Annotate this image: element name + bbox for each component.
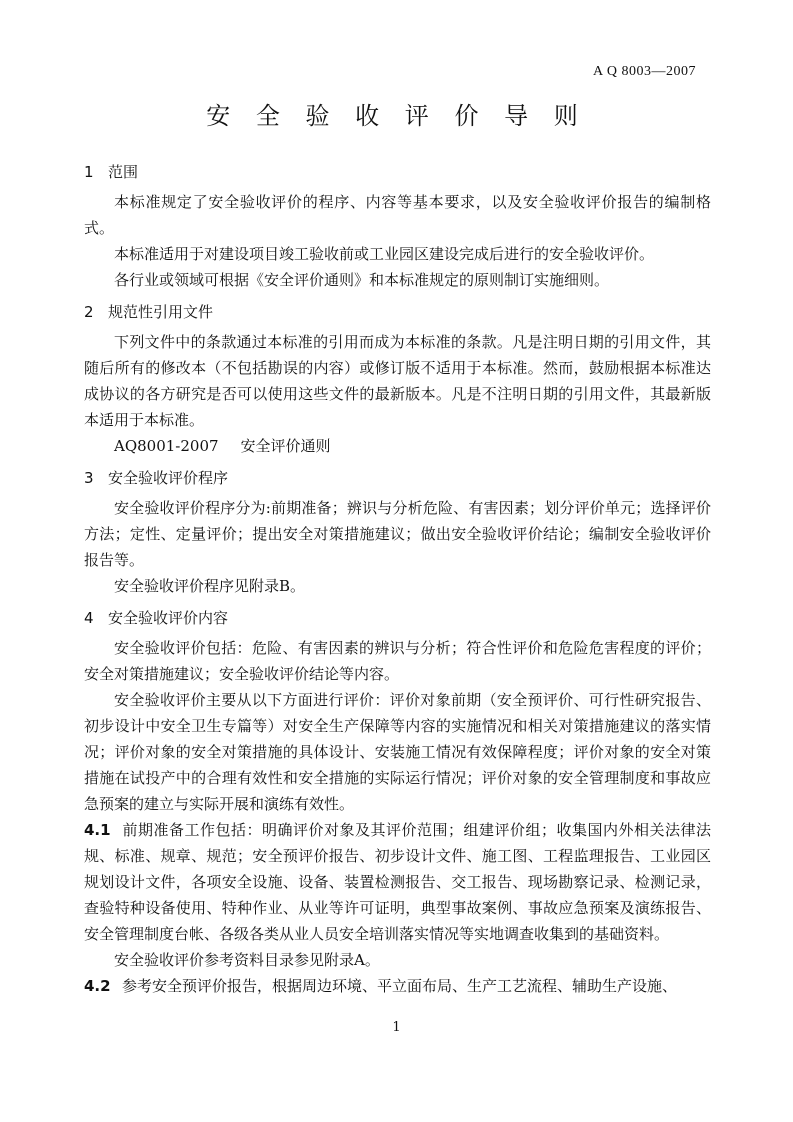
section-title: 范围	[108, 163, 139, 181]
section-procedure	[84, 465, 711, 599]
reference-name: 安全评价通则	[240, 437, 331, 455]
subsection-text: 参考安全预评价报告，根据周边环境、平立面布局、生产工艺流程、辅助生产设施、	[122, 977, 678, 995]
subsection-4-1	[84, 817, 711, 947]
section-heading	[84, 465, 711, 491]
reference-entry	[84, 433, 711, 459]
paragraph: 安全验收评价包括：危险、有害因素的辨识与分析；符合性评价和危险危害程度的评价；安全对策措施建议；安全验收评价结论等内容。	[84, 639, 711, 683]
subsection-number: 4.2	[84, 977, 111, 995]
section-heading	[84, 605, 711, 631]
paragraph: 本标准规定了安全验收评价的程序、内容等基本要求，以及安全验收评价报告的编制格式。	[84, 193, 711, 237]
section-title: 安全验收评价程序	[108, 469, 229, 487]
section-scope	[84, 159, 711, 293]
paragraph: 安全验收评价主要从以下方面进行评价：评价对象前期（安全预评价、可行性研究报告、初步设计中安全卫生专篇等）对安全生产保障等内容的实施情况和相关对策措施建议的落实情况；评价对象的安全对策措施的具体设计、安装施工情况有效保障程度；评价对象的安全对策措施在试投产中的合理有效性和安全措施的实际运行情况；评价对象的安全管理制度和事故应急预案的建立与实际开展和演练有效性。	[84, 691, 711, 813]
section-normative-references	[84, 299, 711, 459]
reference-code: AQ8001-2007	[114, 437, 219, 455]
section-number: 2	[84, 303, 94, 321]
section-title: 规范性引用文件	[108, 303, 214, 321]
subsection-number: 4.1	[84, 821, 111, 839]
subsection-4-2	[84, 973, 711, 999]
section-heading	[84, 299, 711, 325]
section-number: 1	[84, 163, 94, 181]
paragraph: 安全验收评价参考资料目录参见附录A。	[114, 951, 380, 969]
paragraph: 本标准适用于对建设项目竣工验收前或工业园区建设完成后进行的安全验收评价。	[114, 245, 655, 263]
paragraph: 下列文件中的条款通过本标准的引用而成为本标准的条款。凡是注明日期的引用文件，其随后所有的修改本（不包括勘误的内容）或修订版不适用于本标准。然而，鼓励根据本标准达成协议的各方研究是否可以使用这些文件的最新版本。凡是不注明日期的引用文件，其最新版本适用于本标准。	[84, 333, 711, 429]
paragraph: 安全验收评价程序见附录B。	[114, 577, 306, 595]
page-title: 安 全 验 收 评 价 导 则	[206, 102, 587, 130]
paragraph: 安全验收评价程序分为:前期准备；辨识与分析危险、有害因素；划分评价单元；选择评价方法；定性、定量评价；提出安全对策措施建议；做出安全验收评价结论；编制安全验收评价报告等。	[84, 499, 711, 569]
section-title: 安全验收评价内容	[108, 609, 229, 627]
page-number: 1	[392, 1020, 401, 1035]
standard-code: A Q 8003—2007	[593, 64, 696, 79]
paragraph: 各行业或领域可根据《安全评价通则》和本标准规定的原则制订实施细则。	[114, 271, 610, 289]
section-content	[84, 605, 711, 999]
section-heading	[84, 159, 711, 185]
section-number: 4	[84, 609, 94, 627]
subsection-text: 前期准备工作包括：明确评价对象及其评价范围；组建评价组；收集国内外相关法律法规、标准、规章、规范；安全预评价报告、初步设计文件、施工图、工程监理报告、工业园区规划设计文件，各项安全设施、设备、装置检测报告、交工报告、现场勘察记录、检测记录，查验特种设备使用、特种作业、从业等许可证明，典型事故案例、事故应急预案及演练报告、安全管理制度台帐、各级各类从业人员安全培训落实情况等实地调查收集到的基础资料。	[84, 821, 711, 943]
document-body	[84, 157, 711, 1005]
section-number: 3	[84, 469, 94, 487]
